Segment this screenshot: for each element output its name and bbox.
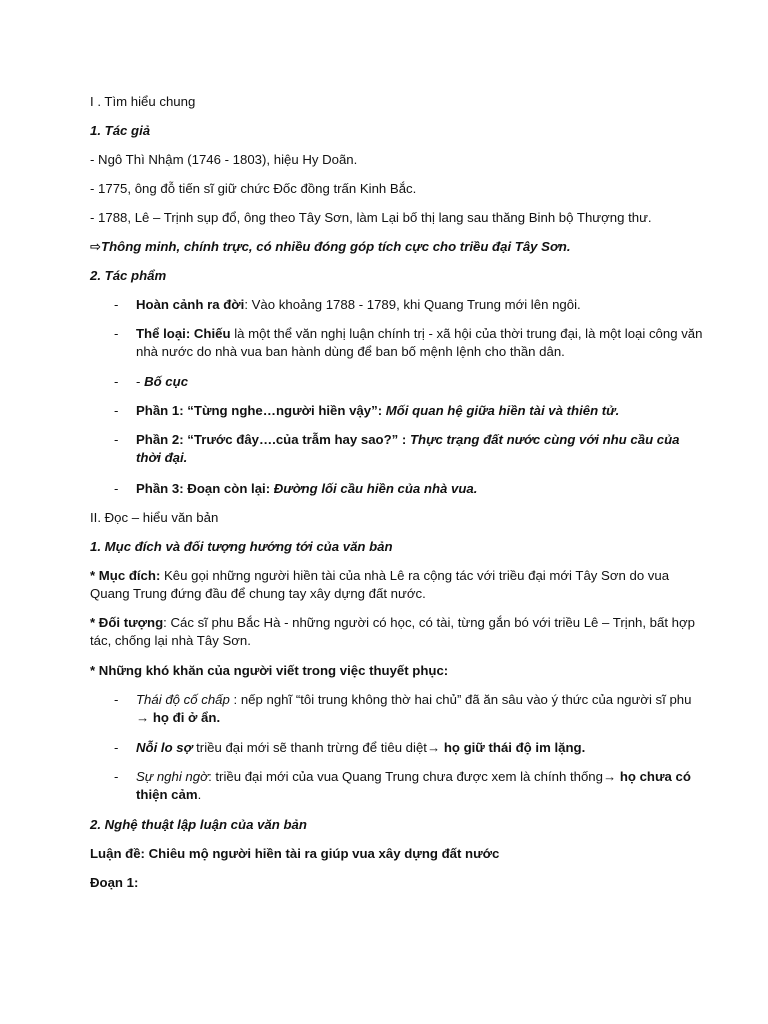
target-paragraph — [90, 614, 708, 650]
work-item-label: Thể loại — [136, 326, 186, 341]
work-item-label: Bố cục — [144, 374, 189, 389]
target-text: : Các sĩ phu Bắc Hà - những người có học, có tài, từng gắn bó với triều Lê – Trịnh, bất hợp tác, chống lại nhà Tây Sơn. — [90, 615, 695, 648]
author-heading: 1. Tác giả — [90, 123, 151, 138]
work-item-label: Phần 2: “Trước đây….của trẫm hay sao?” : — [136, 432, 410, 447]
work-heading: 2. Tác phẩm — [90, 268, 167, 283]
difficulty-text: : nếp nghĩ “tôi trung không thờ hai chủ” đã ăn sâu vào ý thức của người sĩ phu — [229, 692, 692, 707]
difficulty-heading: * Những khó khăn của người viết trong việc thuyết phục: — [90, 663, 449, 678]
list-dash: - — [114, 481, 119, 496]
section-2-title: II. Đọc – hiểu văn bản — [90, 510, 219, 525]
difficulty-label: Sự nghi ngờ — [136, 769, 209, 784]
work-item-text: Mối quan hệ giữa hiền tài và thiên tử. — [385, 403, 620, 418]
list-dash: - — [114, 740, 119, 755]
target-label: * Đối tượng — [90, 615, 164, 630]
list-dash: - — [114, 769, 119, 784]
arrow-icon: → — [426, 740, 444, 755]
work-item-text: Thực trạng đất nước cùng với nhu cầu của thời đại. — [136, 432, 680, 465]
paragraph-1-label: Đoạn 1: — [90, 875, 139, 890]
difficulty-text: triều đại mới sẽ thanh trừng để tiêu diệt — [192, 740, 427, 755]
purpose-heading: 1. Mục đích và đối tượng hướng tới của văn bản — [90, 539, 393, 554]
author-line-2: - 1775, ông đỗ tiến sĩ giữ chức Đốc đồng trấn Kinh Bắc. — [90, 181, 417, 196]
thesis-line: Luận đề: Chiêu mộ người hiền tài ra giúp vua xây dựng đất nước — [90, 846, 500, 861]
purpose-paragraph — [90, 567, 708, 603]
work-item-label-2: Chiếu — [193, 326, 231, 341]
work-item-separator: : — [185, 326, 194, 341]
author-line-3: - 1788, Lê – Trịnh sụp đổ, ông theo Tây Sơn, làm Lại bố thị lang sau thăng Binh bộ Thượng thư. — [90, 210, 652, 225]
difficulty-label: Thái độ cố chấp — [136, 692, 230, 707]
work-item-prefix: - — [136, 374, 145, 389]
difficulty-result: họ giữ thái độ im lặng. — [443, 740, 586, 755]
work-item-label: Phần 1: “Từng nghe…người hiền vậy”: — [136, 403, 386, 418]
purpose-text: Kêu gọi những người hiền tài của nhà Lê ra cộng tác với triều đại mới Tây Sơn do vua Quang Trung đứng đầu để chung tay xây dựng đất nước. — [90, 568, 670, 601]
list-dash: - — [114, 692, 119, 707]
list-dash: - — [114, 403, 119, 418]
work-item-text: Đường lối cầu hiền của nhà vua. — [273, 481, 478, 496]
author-conclusion: ⇨Thông minh, chính trực, có nhiều đóng góp tích cực cho triều đại Tây Sơn. — [90, 239, 571, 254]
difficulty-result: họ đi ở ẩn. — [152, 710, 221, 725]
difficulty-text: : triều đại mới của vua Quang Trung chưa được xem là chính thống — [208, 769, 603, 784]
art-heading: 2. Nghệ thuật lập luận của văn bản — [90, 817, 307, 832]
arrow-icon: → — [602, 769, 620, 784]
difficulty-end: . — [197, 787, 202, 802]
difficulty-label: Nỗi lo sợ — [136, 740, 193, 755]
author-line-1: - Ngô Thì Nhậm (1746 - 1803), hiệu Hy Doãn. — [90, 152, 358, 167]
arrow-icon: → — [136, 710, 153, 725]
list-dash: - — [114, 374, 119, 389]
list-dash: - — [114, 432, 119, 447]
list-dash: - — [114, 326, 119, 341]
work-item-text: là một thể văn nghị luận chính trị - xã hội của thời trung đại, là một loại công văn nhà nước do nhà vua ban hành dùng để ban bố mệnh lệnh cho thần dân. — [136, 326, 703, 359]
work-item-label: Hoàn cảnh ra đời — [136, 297, 245, 312]
list-dash: - — [114, 297, 119, 312]
work-item-label: Phần 3: Đoạn còn lại: — [136, 481, 274, 496]
section-1-title: I . Tìm hiểu chung — [90, 94, 196, 109]
purpose-label: * Mục đích: — [90, 568, 161, 583]
difficulty-result: họ chưa có thiện cảm — [136, 769, 691, 802]
work-item-text: : Vào khoảng 1788 - 1789, khi Quang Trung mới lên ngôi. — [244, 297, 581, 312]
